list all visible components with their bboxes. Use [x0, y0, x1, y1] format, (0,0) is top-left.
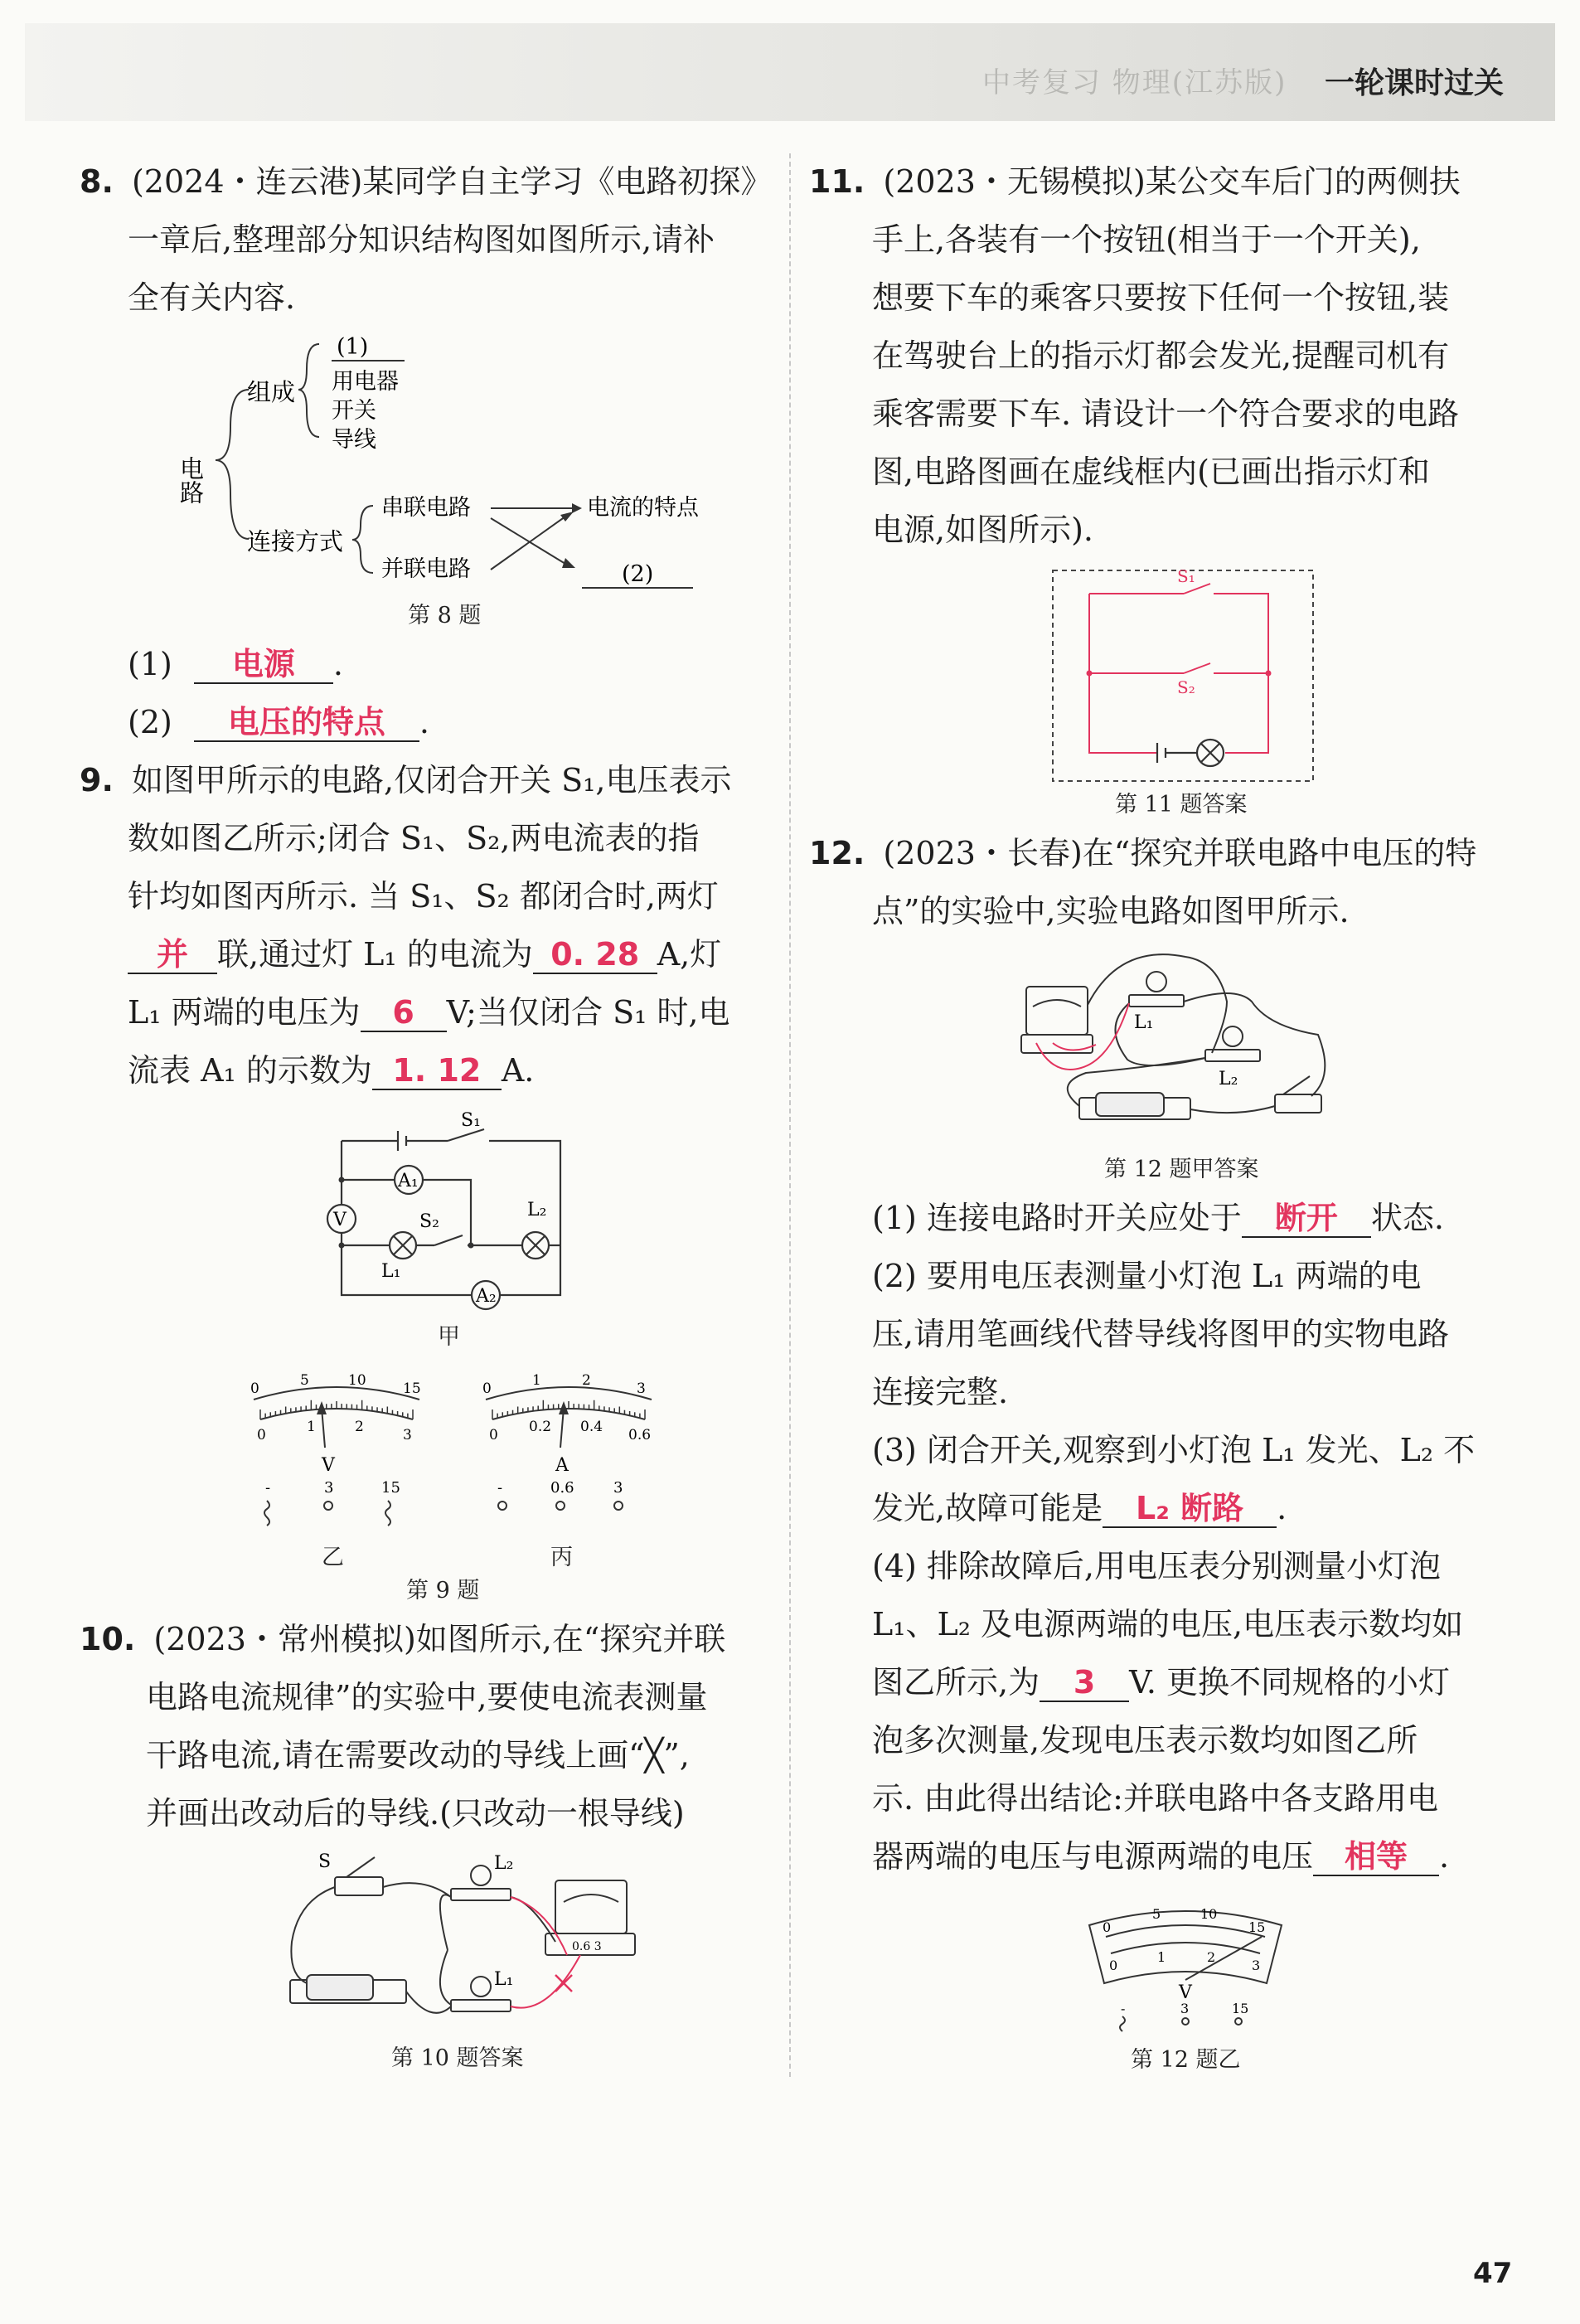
q12-answer-3: L₂ 断路	[1103, 1490, 1277, 1528]
q9-circuit-jia	[332, 1111, 580, 1318]
q11-line-1: 11. (2023・无锡模拟)某公交车后门的两侧扶	[809, 163, 1461, 200]
page-number: 47	[1473, 2257, 1513, 2290]
v-top-10: 10	[348, 1372, 366, 1389]
q11-caption: 第 11 题答案	[1115, 792, 1248, 818]
v-term-neg: -	[265, 1479, 271, 1497]
v-bot-0: 0	[257, 1427, 266, 1443]
q9-caption: 第 9 题	[406, 1578, 480, 1604]
q9-line-2: 数如图乙所示;闭合 S₁、S₂,两电流表的指	[128, 820, 700, 856]
q9-line-6: 流表 A₁ 的示数为 1. 12 A.	[128, 1052, 535, 1089]
diagram-target-1: 电流的特点	[587, 495, 699, 521]
q12-part-4-line-6: 器两端的电压与电源两端的电压 相等 .	[872, 1838, 1450, 1875]
a-bot-04: 0.4	[580, 1419, 603, 1435]
q12-physical-circuit-jia	[1020, 952, 1351, 1143]
v-bot-2: 2	[355, 1419, 364, 1435]
q10-label-l2: L₂	[494, 1853, 514, 1874]
column-divider	[789, 153, 791, 2077]
q11-label-s1: S₁	[1177, 566, 1195, 586]
q12-caption-yi: 第 12 题乙	[1131, 2047, 1241, 2073]
q12-voltmeter-yi	[1086, 1900, 1285, 2041]
v-bot-3: 3	[403, 1427, 412, 1443]
a-term-06: 0.6	[550, 1479, 574, 1497]
q12-label-l1: L₁	[1134, 1012, 1154, 1033]
q9-answer-voltage: 6	[361, 994, 447, 1032]
q11-line-5: 乘客需要下车. 请设计一个符合要求的电路	[872, 395, 1460, 432]
a-top-1: 1	[532, 1372, 541, 1389]
q12-part-4-line-3: 图乙所示,为 3 V. 更换不同规格的小灯	[872, 1664, 1451, 1701]
diagram-parallel: 并联电路	[381, 556, 471, 582]
q8-caption: 第 8 题	[408, 603, 482, 628]
diagram-target-2: (2)	[622, 561, 654, 587]
q10-line-4: 并画出改动后的导线.(只改动一根导线)	[146, 1795, 685, 1832]
q12-answer-5: 相等	[1313, 1838, 1439, 1876]
label-v: V	[333, 1210, 347, 1230]
label-a2: A₂	[476, 1286, 497, 1307]
v-top-5: 5	[300, 1372, 309, 1389]
q12-part-4-line-4: 泡多次测量,发现电压表示数均如图乙所	[872, 1722, 1418, 1759]
q12-top-0: 0	[1103, 1919, 1112, 1935]
label-l2: L₂	[527, 1200, 547, 1220]
q9-number: 9.	[80, 762, 114, 798]
v-term-15: 15	[381, 1479, 400, 1497]
header-title: 一轮课时过关	[1325, 66, 1505, 100]
q11-label-s2: S₂	[1177, 677, 1195, 697]
q12-bot-2: 2	[1207, 1949, 1216, 1965]
q12-part-3-line-2: 发光,故障可能是 L₂ 断路 .	[872, 1490, 1287, 1526]
q9-answer-connection: 并	[128, 936, 217, 974]
a-bot-06: 0.6	[628, 1427, 652, 1443]
diagram-branch-2: 连接方式	[247, 527, 344, 556]
q9-fig-jia: 甲	[438, 1324, 460, 1350]
label-s1: S₁	[461, 1110, 481, 1131]
v-top-15: 15	[403, 1380, 421, 1397]
q12-part-4-line-1: (4) 排除故障后,用电压表分别测量小灯泡	[872, 1548, 1441, 1584]
q10-line-2: 电路电流规律”的实验中,要使电流表测量	[146, 1679, 708, 1715]
q12-caption-jia: 第 12 题甲答案	[1104, 1157, 1259, 1182]
a-bot-0: 0	[489, 1427, 498, 1443]
q8-line-3: 全有关内容.	[128, 279, 296, 316]
q12-unit: V	[1179, 1982, 1192, 2003]
q12-part-3-line-1: (3) 闭合开关,观察到小灯泡 L₁ 发光、L₂ 不	[872, 1432, 1476, 1468]
q12-part-2-line-1: (2) 要用电压表测量小灯泡 L₁ 两端的电	[872, 1258, 1422, 1294]
q9-line-5: L₁ 两端的电压为 6 V;当仅闭合 S₁ 时,电	[128, 994, 730, 1031]
q12-top-15: 15	[1248, 1919, 1266, 1935]
q9-line-3: 针均如图丙所示. 当 S₁、S₂ 都闭合时,两灯	[128, 878, 719, 915]
a-top-0: 0	[482, 1380, 492, 1397]
v-bot-1: 1	[307, 1419, 316, 1435]
q8-line-2: 一章后,整理部分知识结构图如图所示,请补	[128, 221, 715, 258]
q9-fig-bing: 丙	[550, 1545, 573, 1570]
q12-part-2-line-3: 连接完整.	[872, 1374, 1009, 1410]
q12-part-1: (1) 连接电路时开关应处于 断开 状态.	[872, 1200, 1445, 1236]
q12-line-2: 点”的实验中,实验电路如图甲所示.	[872, 893, 1350, 929]
a-term-neg: -	[497, 1479, 503, 1497]
diagram-series: 串联电路	[381, 495, 471, 521]
a-top-2: 2	[582, 1372, 591, 1389]
q10-label-l1: L₁	[494, 1969, 514, 1990]
diagram-item-3: 开关	[332, 398, 376, 424]
q9-answer-a1: 1. 12	[372, 1052, 502, 1090]
q11-line-4: 在驾驶台上的指示灯都会发光,提醒司机有	[872, 337, 1450, 374]
a-bot-02: 0.2	[529, 1419, 552, 1435]
q8-knowledge-diagram	[177, 327, 713, 593]
q12-term-3: 3	[1180, 2001, 1190, 2016]
diagram-branch-1: 组成	[247, 378, 296, 406]
q10-meter-label: 0.6 3	[572, 1940, 602, 1953]
a-term-3: 3	[613, 1479, 623, 1497]
q12-bot-1: 1	[1157, 1949, 1166, 1965]
q10-caption: 第 10 题答案	[391, 2045, 524, 2071]
q9-voltmeter-yi	[245, 1368, 428, 1534]
q12-label-l2: L₂	[1219, 1069, 1238, 1089]
a-top-3: 3	[637, 1380, 646, 1397]
label-s2: S₂	[419, 1211, 439, 1232]
q8-answer-1-value: 电源	[194, 646, 333, 684]
q8-answer-2: (2) 电压的特点 .	[128, 704, 430, 740]
q9-fig-yi: 乙	[322, 1545, 344, 1570]
q8-answer-2-value: 电压的特点	[194, 704, 419, 742]
q12-bot-3: 3	[1252, 1958, 1261, 1973]
q12-top-5: 5	[1152, 1906, 1161, 1922]
q12-answer-4: 3	[1040, 1664, 1129, 1702]
a-unit: A	[555, 1455, 569, 1476]
q8-number: 8.	[80, 163, 114, 200]
q12-answer-1: 断开	[1242, 1200, 1371, 1238]
q12-part-2-line-2: 压,请用笔画线代替导线将图甲的实物电路	[872, 1316, 1450, 1352]
diagram-item-2: 用电器	[332, 369, 399, 395]
q12-term-neg: -	[1121, 2001, 1126, 2016]
q12-number: 12.	[809, 835, 865, 871]
v-unit: V	[322, 1455, 335, 1476]
q9-line-1: 9. 如图甲所示的电路,仅闭合开关 S₁,电压表示	[80, 762, 732, 798]
header-subtitle: 中考复习 物理(江苏版)	[982, 66, 1287, 99]
q8-line-1: 8. (2024・连云港)某同学自主学习《电路初探》	[80, 163, 773, 200]
q11-line-6: 图,电路图画在虚线框内(已画出指示灯和	[872, 454, 1430, 490]
diagram-root: 电路	[177, 456, 205, 504]
label-l1: L₁	[381, 1261, 401, 1282]
q11-line-7: 电源,如图所示).	[872, 512, 1093, 548]
q12-line-1: 12. (2023・长春)在“探究并联电路中电压的特	[809, 835, 1477, 871]
q9-line-4: 并 联,通过灯 L₁ 的电流为 0. 28 A,灯	[128, 934, 721, 975]
q9-ammeter-bing	[477, 1368, 660, 1534]
q10-line-3: 干路电流,请在需要改动的导线上画“╳”,	[146, 1737, 690, 1773]
q10-physical-circuit	[282, 1851, 647, 2041]
q10-label-s: S	[318, 1851, 332, 1872]
q10-line-1: 10. (2023・常州模拟)如图所示,在“探究并联	[80, 1621, 726, 1657]
q12-top-10: 10	[1200, 1906, 1218, 1922]
q11-line-3: 想要下车的乘客只要按下任何一个按钮,装	[872, 279, 1450, 316]
v-term-3: 3	[324, 1479, 334, 1497]
diagram-item-4: 导线	[332, 427, 376, 453]
q11-number: 11.	[809, 163, 865, 200]
q12-term-15: 15	[1232, 2001, 1249, 2016]
q12-part-4-line-2: L₁、L₂ 及电源两端的电压,电压表示数均如	[872, 1606, 1464, 1642]
q8-answer-1: (1) 电源 .	[128, 646, 344, 682]
label-a1: A₁	[398, 1171, 419, 1191]
q10-number: 10.	[80, 1621, 136, 1657]
q12-part-4-line-5: 示. 由此得出结论:并联电路中各支路用电	[872, 1780, 1438, 1817]
v-top-0: 0	[250, 1380, 259, 1397]
q11-line-2: 手上,各装有一个按钮(相当于一个开关),	[872, 221, 1421, 258]
q11-answer-circuit	[1051, 566, 1316, 784]
q9-answer-current: 0. 28	[533, 936, 657, 974]
diagram-item-1: (1)	[337, 334, 369, 360]
q12-bot-0: 0	[1109, 1958, 1118, 1973]
